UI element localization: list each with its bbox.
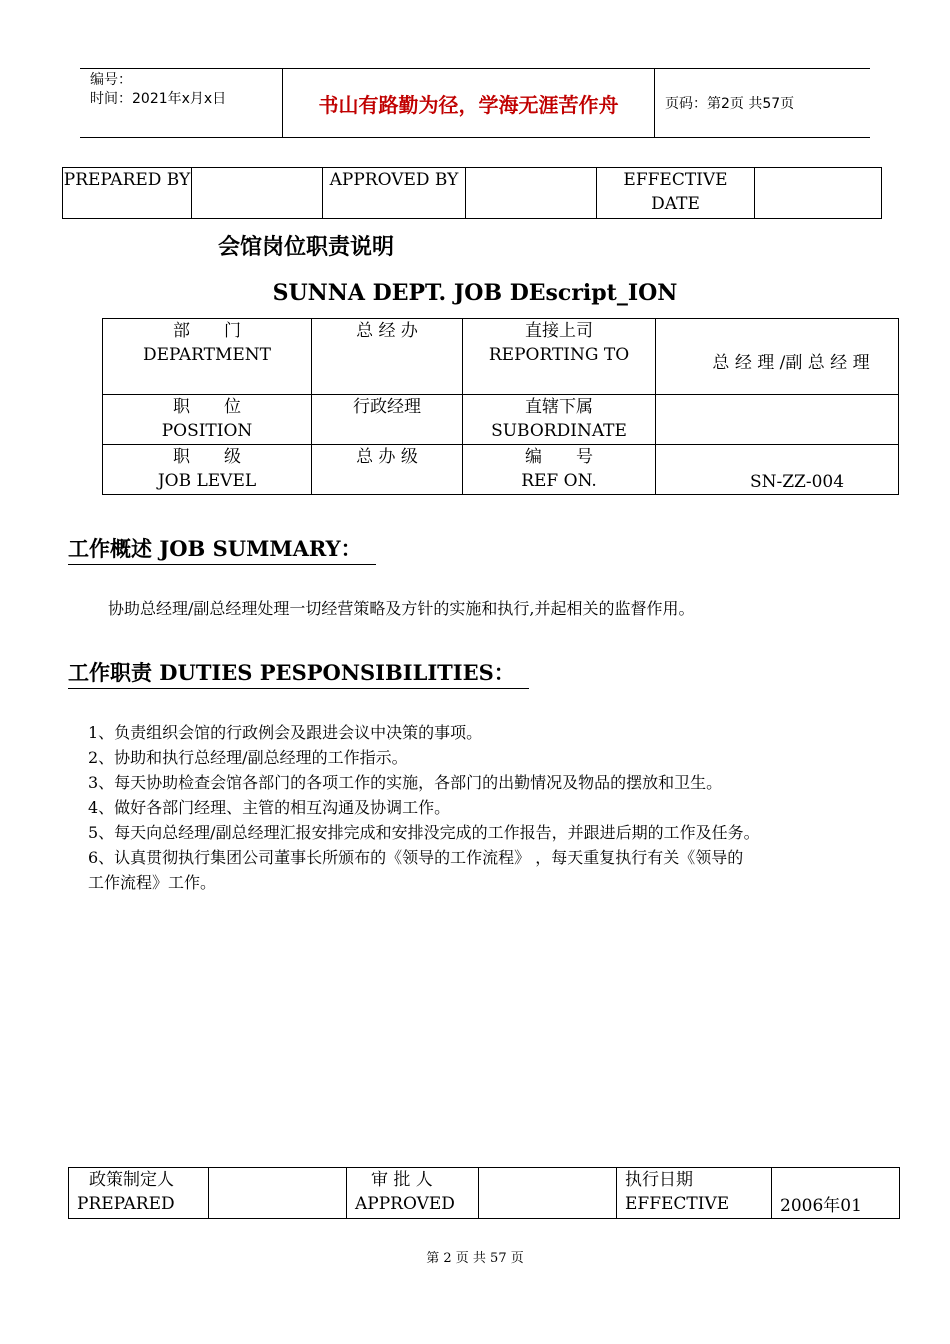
position-value: 行政经理: [312, 395, 463, 445]
effective-date-label: EFFECTIVE DATE: [597, 168, 755, 219]
duties-list: [88, 720, 888, 895]
document-title-en: SUNNA DEPT. JOB DEscript_ION: [272, 280, 678, 306]
duty-item: 1、负责组织会馆的行政例会及跟进会议中决策的事项。: [88, 723, 483, 742]
approval-table-bottom: [68, 1167, 900, 1219]
effective-date-value: [755, 168, 882, 219]
duty-item: 5、每天向总经理/副总经理汇报安排完成和安排没完成的工作报告，并跟进后期的工作及任务。: [88, 823, 760, 842]
header-page-info: 页码：第2页 共57页: [665, 96, 795, 112]
ref-on-label: 编 号 REF ON.: [463, 445, 656, 495]
duty-item: 2、协助和执行总经理/副总经理的工作指示。: [88, 748, 408, 767]
header-meta: [80, 69, 282, 137]
approver-label: 审 批 人 APPROVED: [347, 1168, 479, 1219]
subordinate-label: 直辖下属 SUBORDINATE: [463, 395, 656, 445]
policy-maker-label: 政策制定人 PREPARED: [69, 1168, 209, 1219]
position-label: 职 位 POSITION: [103, 395, 312, 445]
document-title-cn: 会馆岗位职责说明: [218, 235, 395, 260]
prepared-by-value: [192, 168, 323, 219]
ref-on-value: SN-ZZ-004: [656, 445, 899, 495]
duty-item: 工作流程》工作。: [88, 873, 217, 892]
page-footer: 第 2 页 共 57 页: [426, 1251, 524, 1266]
prepared-by-label: PREPARED BY: [63, 168, 192, 219]
reporting-to-label: 直接上司 REPORTING TO: [463, 319, 656, 395]
job-level-value: 总 办 级: [312, 445, 463, 495]
approved-by-value: [466, 168, 597, 219]
page-header: [80, 68, 870, 138]
duties-heading: 工作职责 DUTIES PESPONSIBILITIES：: [68, 657, 529, 689]
duty-item: 6、认真贯彻执行集团公司董事长所颁布的《领导的工作流程》 ，每天重复执行有关《领导的: [88, 848, 744, 867]
approved-by-label: APPROVED BY: [323, 168, 466, 219]
effective-date-label-bottom: 执行日期 EFFECTIVE: [617, 1168, 772, 1219]
number-label: 编号：: [90, 72, 132, 88]
policy-maker-value: [209, 1168, 347, 1219]
reporting-to-value: 总 经 理 /副 总 经 理: [656, 319, 899, 395]
job-level-label: 职 级 JOB LEVEL: [103, 445, 312, 495]
duty-item: 3、每天协助检查会馆各部门的各项工作的实施，各部门的出勤情况及物品的摆放和卫生。: [88, 773, 723, 792]
header-motto: 书山有路勤为径，学海无涯苦作舟: [282, 69, 655, 137]
department-value: 总 经 办: [312, 319, 463, 395]
subordinate-value: [656, 395, 899, 445]
approver-value: [479, 1168, 617, 1219]
approval-table-top: [62, 167, 882, 219]
department-label: 部 门 DEPARTMENT: [103, 319, 312, 395]
job-summary-heading: 工作概述 JOB SUMMARY：: [68, 533, 376, 565]
duty-item: 4、做好各部门经理、主管的相互沟通及协调工作。: [88, 798, 451, 817]
effective-date-value-bottom: 2006年01: [772, 1168, 900, 1219]
job-summary-text: 协助总经理/副总经理处理一切经营策略及方针的实施和执行,并起相关的监督作用。: [108, 599, 695, 618]
time-label: 时间：2021年x月x日: [90, 91, 227, 107]
job-info-table: [102, 318, 899, 495]
